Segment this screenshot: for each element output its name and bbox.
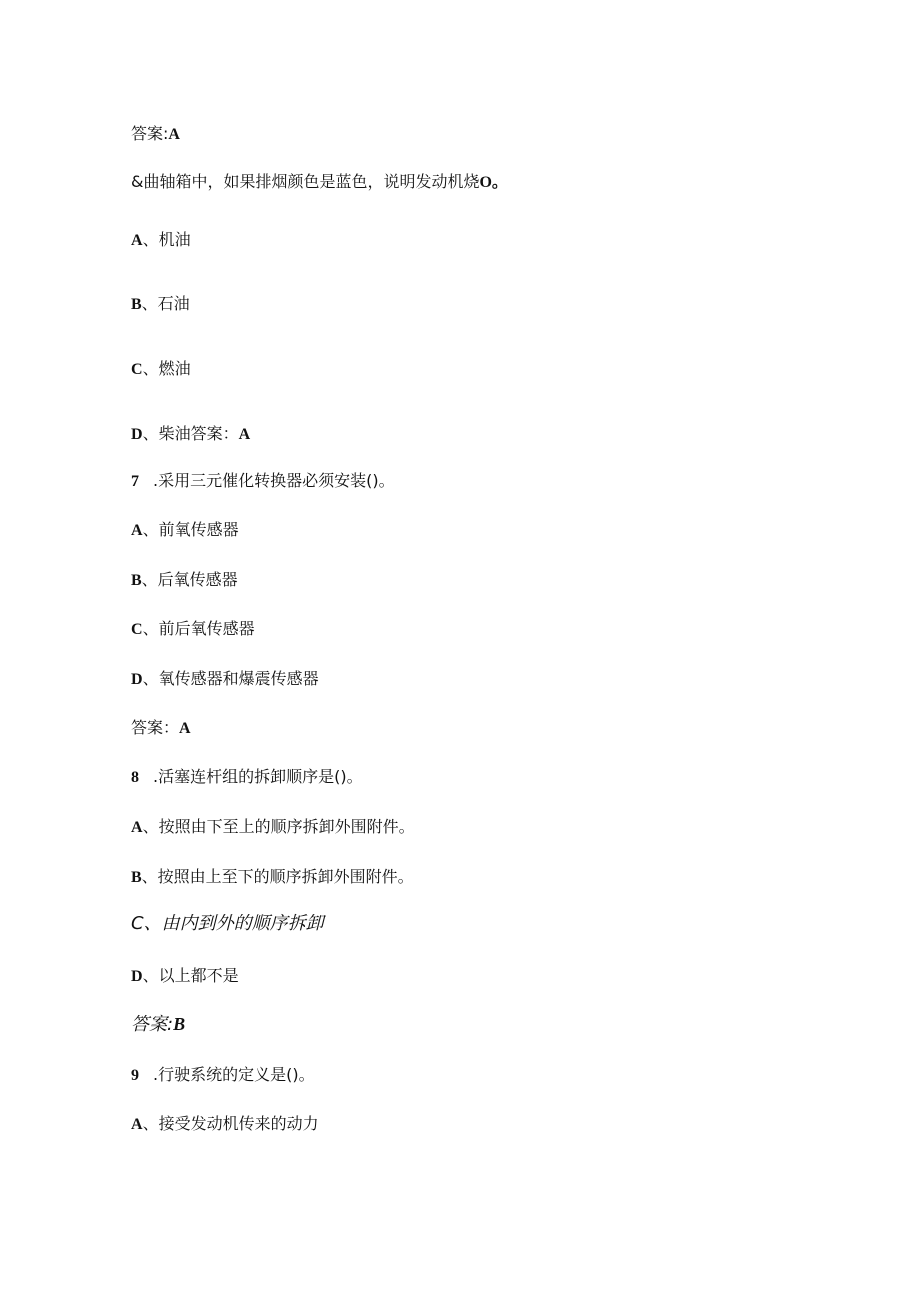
option-letter: D: [131, 426, 143, 443]
option-text: 、以上都不是: [142, 966, 239, 985]
option-letter: B: [131, 296, 142, 313]
option-d-with-answer: [131, 424, 250, 445]
question-9-stem: [131, 1065, 315, 1086]
option-c: [131, 359, 191, 380]
option-text: 、柴油答案：: [142, 424, 239, 443]
question-suffix: O。: [479, 174, 508, 191]
answer-label: 答案：: [131, 718, 180, 737]
option-text: 、机油: [142, 230, 191, 249]
option-a: [131, 817, 415, 838]
option-b: [131, 294, 190, 315]
option-letter: D: [131, 968, 143, 985]
option-text: C、由内到外的顺序拆卸: [131, 913, 324, 934]
option-d: [131, 669, 319, 690]
option-letter: C: [131, 621, 143, 638]
option-d: [131, 966, 239, 987]
option-text: 、燃油: [142, 359, 191, 378]
option-text: 、氧传感器和爆震传感器: [142, 669, 319, 688]
option-letter: D: [131, 671, 143, 688]
answer-label: 答案:: [131, 1014, 174, 1035]
answer-value: A: [168, 126, 180, 143]
answer-value: A: [179, 720, 191, 737]
answer-value: A: [238, 426, 251, 443]
answer-line-6: [131, 124, 180, 145]
option-text: 、按照由上至下的顺序拆卸外围附件。: [141, 867, 414, 886]
option-b: [131, 867, 414, 888]
answer-label: 答案:: [131, 124, 169, 143]
question-number: 7: [131, 473, 139, 490]
option-text: 、前氧传感器: [142, 520, 239, 539]
answer-value: B: [173, 1014, 186, 1034]
option-letter: B: [131, 869, 142, 886]
option-text: 、按照由下至上的顺序拆卸外围附件。: [142, 817, 415, 836]
option-text: 、接受发动机传来的动力: [142, 1114, 319, 1133]
option-text: 、前后氧传感器: [142, 619, 255, 638]
option-letter: A: [131, 1116, 143, 1133]
option-letter: A: [131, 232, 143, 249]
answer-line-7: [131, 718, 191, 739]
question-text: .活塞连杆组的拆卸顺序是()。: [153, 767, 363, 786]
option-c-italic: [131, 914, 324, 934]
option-letter: A: [131, 819, 143, 836]
option-c: [131, 619, 255, 640]
option-letter: A: [131, 522, 143, 539]
option-letter: C: [131, 361, 143, 378]
option-a: [131, 1114, 319, 1135]
question-text: &曲轴箱中，如果排烟颜色是蓝色，说明发动机烧: [131, 172, 480, 191]
question-text: .采用三元催化转换器必须安装()。: [153, 471, 395, 490]
question-number: 8: [131, 769, 139, 786]
question-text: .行驶系统的定义是()。: [153, 1065, 315, 1084]
option-b: [131, 570, 238, 591]
option-a: [131, 520, 239, 541]
answer-line-8: [131, 1014, 185, 1035]
question-number: 9: [131, 1067, 139, 1084]
option-text: 、石油: [141, 294, 190, 313]
question-8-stem: [131, 172, 508, 193]
question-7-stem: [131, 471, 395, 492]
option-a: [131, 230, 191, 251]
option-text: 、后氧传感器: [141, 570, 238, 589]
option-letter: B: [131, 572, 142, 589]
question-8b-stem: [131, 767, 363, 788]
